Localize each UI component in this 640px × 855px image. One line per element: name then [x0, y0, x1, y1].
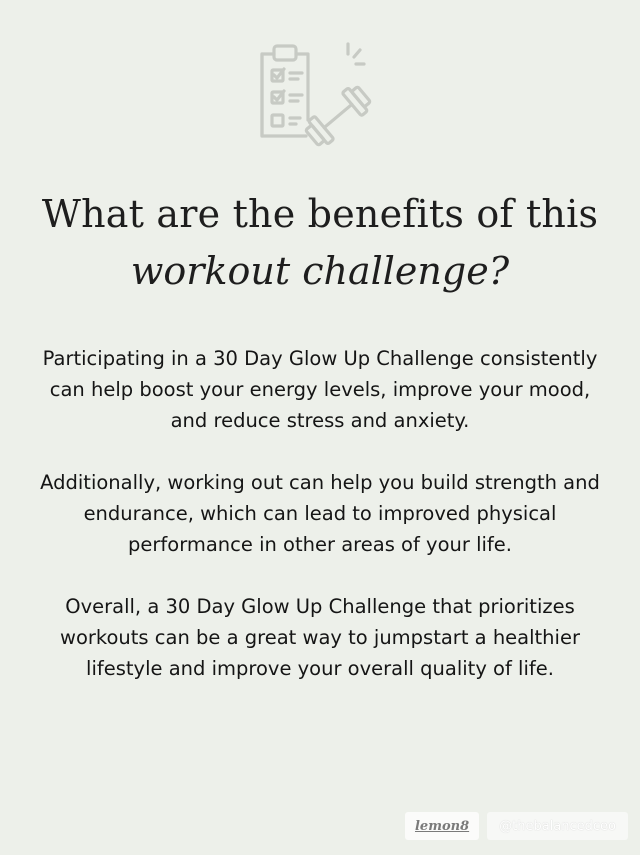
- creator-handle: @thebalancedceo: [487, 812, 628, 840]
- paragraph-1: Participating in a 30 Day Glow Up Challenge consistently can help boost your energy levels, improve your mood, and reduce stress and anxiety.: [42, 347, 598, 432]
- title-line-2: workout challenge?: [130, 249, 510, 293]
- checklist-dumbbell-icon: [248, 34, 384, 160]
- page-title: [0, 186, 640, 300]
- body-text: [30, 343, 610, 684]
- paragraph-3: Overall, a 30 Day Glow Up Challenge that prioritizes workouts can be a great way to jumpstart a healthier lifestyle and improve your overall quality of life.: [60, 595, 580, 680]
- watermark: [405, 811, 628, 841]
- paragraph-2: Additionally, working out can help you build strength and endurance, which can lead to improved physical performance in other areas of your life.: [40, 471, 600, 556]
- lemon8-logo: lemon8: [405, 812, 479, 840]
- title-line-1: What are the benefits of this: [41, 192, 599, 236]
